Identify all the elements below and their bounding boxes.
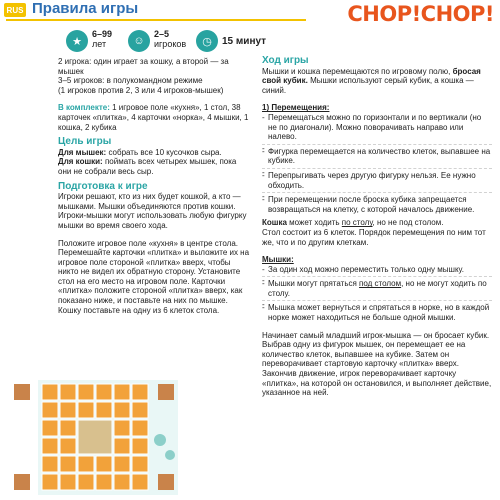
age-icon: ★ [66, 30, 88, 52]
goal-mice: Для мышек: собрать все 10 кусочков сыра. [58, 147, 222, 157]
page-title: Правила игры [32, 0, 139, 17]
age-info: 6–99 лет [92, 29, 113, 49]
divider [262, 276, 492, 277]
move-title: Ход игры [262, 55, 309, 66]
rules-title: 1) Перемещения: [262, 103, 330, 113]
list-item: - Мышки могут прятаться под столом, но не могут ходить по столу. [262, 279, 492, 298]
move-paragraph: Мышки и кошка перемещаются по игровому полю, бросая свой кубик. Мышки используют серый кубик, а кошка — синий. [262, 66, 481, 95]
mice-title: Мышки: [262, 255, 294, 265]
final-paragraph-2: Закончив движение, игрок переворачивает карточку «плитка», на которой он остановился, и выполняет действие, указанное на ней. [262, 369, 492, 398]
final-paragraph-1: Начинает самый младший игрок-мышка — он бросает кубик. Выбрав одну из фигурок мышек, он перемещает ее на количество клеток, выпавшее на кубике. Затем он переворачивает стартовую карточку «плитка» вверх. [262, 330, 490, 369]
intro-two-players: 2 игрока: один играет за кошку, а второй — за мышек [58, 57, 229, 76]
players-info: 2–5 игроков [154, 29, 187, 49]
divider [262, 144, 492, 145]
title-underline [6, 19, 306, 21]
cat-rule: Кошка может ходить по столу, но не под столом. [262, 218, 444, 228]
prep-paragraph-1: Игроки решают, кто из них будет кошкой, а кто — мышками. Мышки объединяются против кошки. Игроки-мышки могут использовать любую фигурку мышки во время своего хода. [58, 192, 247, 230]
kit-block [58, 103, 250, 132]
duration-info: 15 минут [222, 36, 267, 47]
mice-rules [262, 265, 492, 323]
board-illustration [10, 380, 180, 495]
list-item: - Перемещаться можно по горизонтали и по вертикали (но не по диагонали). Можно поворачивать направо или налево. [262, 113, 492, 142]
left-column [58, 57, 250, 315]
brand-logo: CHOP!CHOP! [347, 2, 494, 26]
movement-rules [262, 113, 492, 214]
prep-paragraph-2: Положите игровое поле «кухня» в центре стола. Перемешайте карточки «плитка» и выложите их на игровое поле стороной «плитка» вверх, чтобы никто не видел их обратную сторону. Установите стол на его место на игровом поле. Карточки «плитка» положите стороной «плитка» вверх, как показано ниже, и поставьте на них по мышке. Кошку поставьте на одну из 6 клеток стола. [58, 238, 250, 315]
kit-text: 1 игровое поле «кухня», 1 стол, 38 карточек «плитка», 4 карточки «норка», 4 мышки, 1 кошка, 2 кубика [58, 103, 249, 132]
divider [262, 168, 492, 169]
language-badge: RUS [4, 3, 26, 17]
kit-title: В комплекте: [58, 103, 110, 113]
goal-cat: Для кошки: поймать всех четырех мышек, пока они не собрали весь сыр. [58, 157, 237, 176]
prep-title: Подготовка к игре [58, 180, 148, 192]
list-item: - Перепрыгивать через другую фигурку нельзя. Ее нужно обходить. [262, 171, 492, 190]
intro-team-mode: (1 игроков против 2, 3 или 4 игроков-мышек) [58, 85, 224, 95]
kitchen-table [78, 420, 112, 454]
goal-title: Цель игры [58, 136, 112, 148]
right-column [262, 56, 492, 398]
players-icon: ☺ [128, 30, 150, 52]
table-rule: Стол состоит из 6 клеток. Порядок перемещения по ним тот же, что и по другим клеткам. [262, 227, 486, 247]
divider [262, 192, 492, 193]
list-item: - Фигурка перемещается на количество клеток, выпавшее на кубике. [262, 147, 492, 166]
divider [262, 300, 492, 301]
intro-three-five-players: 3–5 игроков: в полукомандном режиме [58, 76, 203, 86]
clock-icon: ◷ [196, 30, 218, 52]
list-item: - Мышка может вернуться и спрятаться в норке, но в каждой норке может находиться не больше одной мышки. [262, 303, 492, 322]
list-item: - При перемещении после броска кубика запрещается возвращаться на клетку, с которой началось движение. [262, 195, 492, 214]
list-item: - За один ход можно переместить только одну мышку. [262, 265, 492, 275]
